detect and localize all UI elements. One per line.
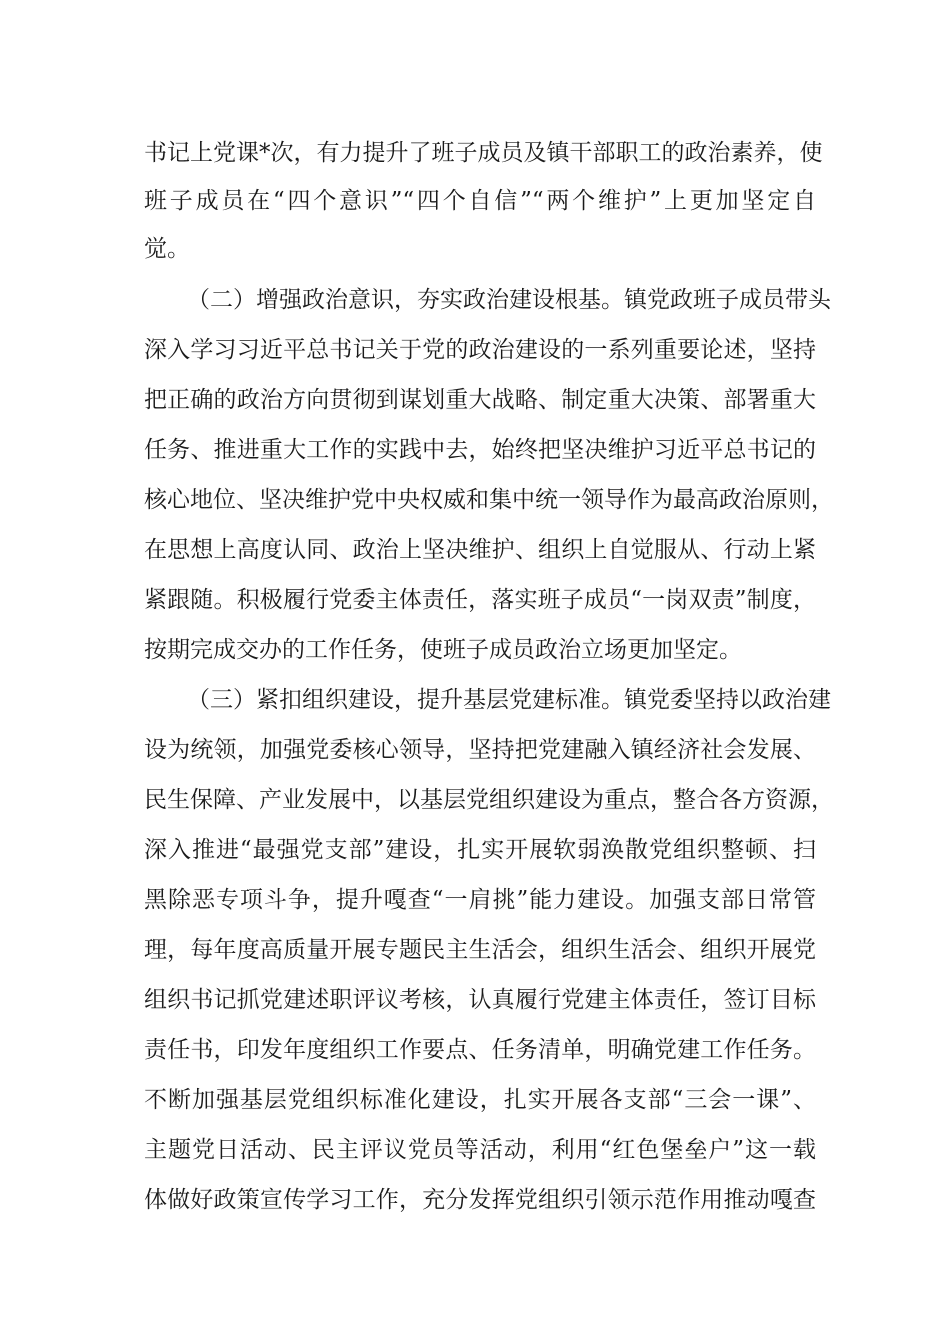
- paragraph-2-heading-line: （二）增强政治意识，夯实政治建设根基。镇党政班子成员带头: [187, 287, 831, 313]
- paragraph-2-line-8: 按期完成交办的工作任务，使班子成员政治立场更加坚定。: [144, 637, 742, 663]
- paragraph-3-line-7: 组织书记抓党建述职评议考核，认真履行党建主体责任，签订目标: [144, 987, 816, 1013]
- paragraph-1-line-3: 觉。: [144, 236, 190, 262]
- paragraph-3-line-10: 主题党日活动、民主评议党员等活动，利用“红色堡垒户”这一载: [144, 1137, 816, 1163]
- paragraph-3-line-6: 理，每年度高质量开展专题民主生活会，组织生活会、组织开展党: [144, 937, 816, 963]
- paragraph-3-line-4: 深入推进“最强党支部”建设，扎实开展软弱涣散党组织整顿、扫: [144, 837, 816, 863]
- paragraph-2-line-6: 在思想上高度认同、政治上坚决维护、组织上自觉服从、行动上紧: [144, 537, 816, 563]
- paragraph-3-line-8: 责任书，印发年度组织工作要点、任务清单，明确党建工作任务。: [144, 1037, 816, 1063]
- paragraph-1-line-1: 书记上党课*次，有力提升了班子成员及镇干部职工的政治素养，使: [144, 140, 823, 166]
- paragraph-2-line-4: 任务、推进重大工作的实践中去，始终把坚决维护习近平总书记的: [144, 437, 816, 463]
- paragraph-3-line-11: 体做好政策宣传学习工作，充分发挥党组织引领示范作用推动嘎查: [144, 1187, 816, 1213]
- paragraph-3-line-2: 设为统领，加强党委核心领导，坚持把党建融入镇经济社会发展、: [144, 737, 816, 763]
- paragraph-3-heading-line: （三）紧扣组织建设，提升基层党建标准。镇党委坚持以政治建: [187, 687, 831, 713]
- paragraph-2-line-7: 紧跟随。积极履行党委主体责任，落实班子成员“一岗双责”制度，: [144, 587, 816, 613]
- paragraph-3-line-9: 不断加强基层党组织标准化建设，扎实开展各支部“三会一课”、: [144, 1087, 816, 1113]
- paragraph-2-line-3: 把正确的政治方向贯彻到谋划重大战略、制定重大决策、部署重大: [144, 387, 816, 413]
- paragraph-3-line-3: 民生保障、产业发展中，以基层党组织建设为重点，整合各方资源，: [144, 787, 834, 813]
- paragraph-2-line-2: 深入学习习近平总书记关于党的政治建设的一系列重要论述，坚持: [144, 337, 816, 363]
- paragraph-1-line-2: 班子成员在“四个意识”“四个自信”“两个维护”上更加坚定自: [144, 188, 816, 214]
- paragraph-2-line-5: 核心地位、坚决维护党中央权威和集中统一领导作为最高政治原则，: [144, 487, 834, 513]
- paragraph-3-line-5: 黑除恶专项斗争，提升嘎查“一肩挑”能力建设。加强支部日常管: [144, 887, 816, 913]
